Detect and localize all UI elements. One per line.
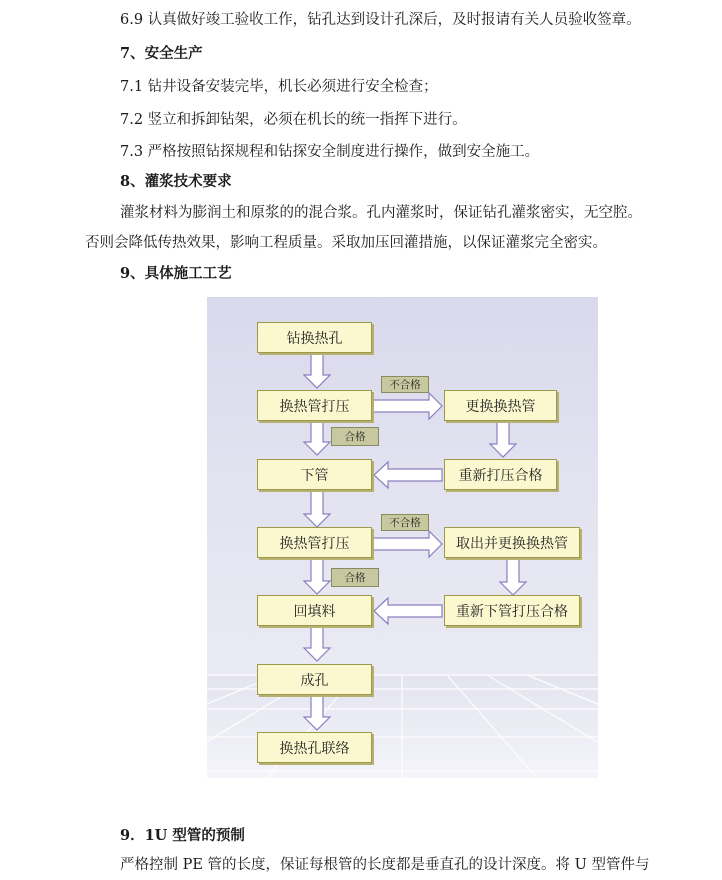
clause-7-3: 7.3 严格按照钻探规程和钻探安全制度进行操作，做到安全施工。 [120, 144, 540, 160]
grouting-paragraph-line-1: 灌浆材料为膨润土和原浆的的混合浆。孔内灌浆时，保证钻孔灌浆密实，无空腔。 [120, 205, 642, 221]
step-remove-replace-pipe: 取出并更换换热管 [444, 527, 580, 558]
heading-9-process: 9、具体施工工艺 [120, 265, 232, 282]
grouting-paragraph-line-2: 否则会降低传热效果，影响工程质量。采取加压回灌措施，以保证灌浆完全密实。 [85, 235, 607, 251]
step-pipe-pressure-test-2: 换热管打压 [257, 527, 372, 558]
step-connect-holes: 换热孔联络 [257, 732, 372, 763]
step-relower-pass: 重新下管打压合格 [444, 595, 580, 626]
label-pass-2: 合格 [331, 568, 379, 587]
step-drill-hole: 钻换热孔 [257, 322, 372, 353]
step-backfill: 回填料 [257, 595, 372, 626]
heading-7-safety: 7、安全生产 [120, 45, 203, 62]
label-fail-2: 不合格 [381, 514, 429, 531]
clause-7-2: 7.2 竖立和拆卸钻架，必须在机长的统一指挥下进行。 [120, 112, 467, 128]
clause-6-9: 6.9 认真做好竣工验收工作，钻孔达到设计孔深后，及时报请有关人员验收签章。 [120, 12, 641, 28]
construction-flowchart [207, 297, 598, 778]
heading-8-grouting: 8、灌浆技术要求 [120, 173, 232, 190]
step-repress-pass: 重新打压合格 [444, 459, 557, 490]
heading-9-1-u-pipe: 9．1U 型管的预制 [120, 827, 245, 844]
step-pipe-pressure-test-1: 换热管打压 [257, 390, 372, 421]
step-replace-pipe: 更换换热管 [444, 390, 557, 421]
label-fail-1: 不合格 [381, 376, 429, 393]
step-lower-pipe: 下管 [257, 459, 372, 490]
u-pipe-paragraph-line-1: 严格控制 PE 管的长度，保证每根管的长度都是垂直孔的设计深度。将 U 型管件与 [120, 857, 650, 873]
clause-7-1: 7.1 钻井设备安装完毕，机长必须进行安全检查； [120, 79, 438, 95]
step-hole-finished: 成孔 [257, 664, 372, 695]
label-pass-1: 合格 [331, 427, 379, 446]
